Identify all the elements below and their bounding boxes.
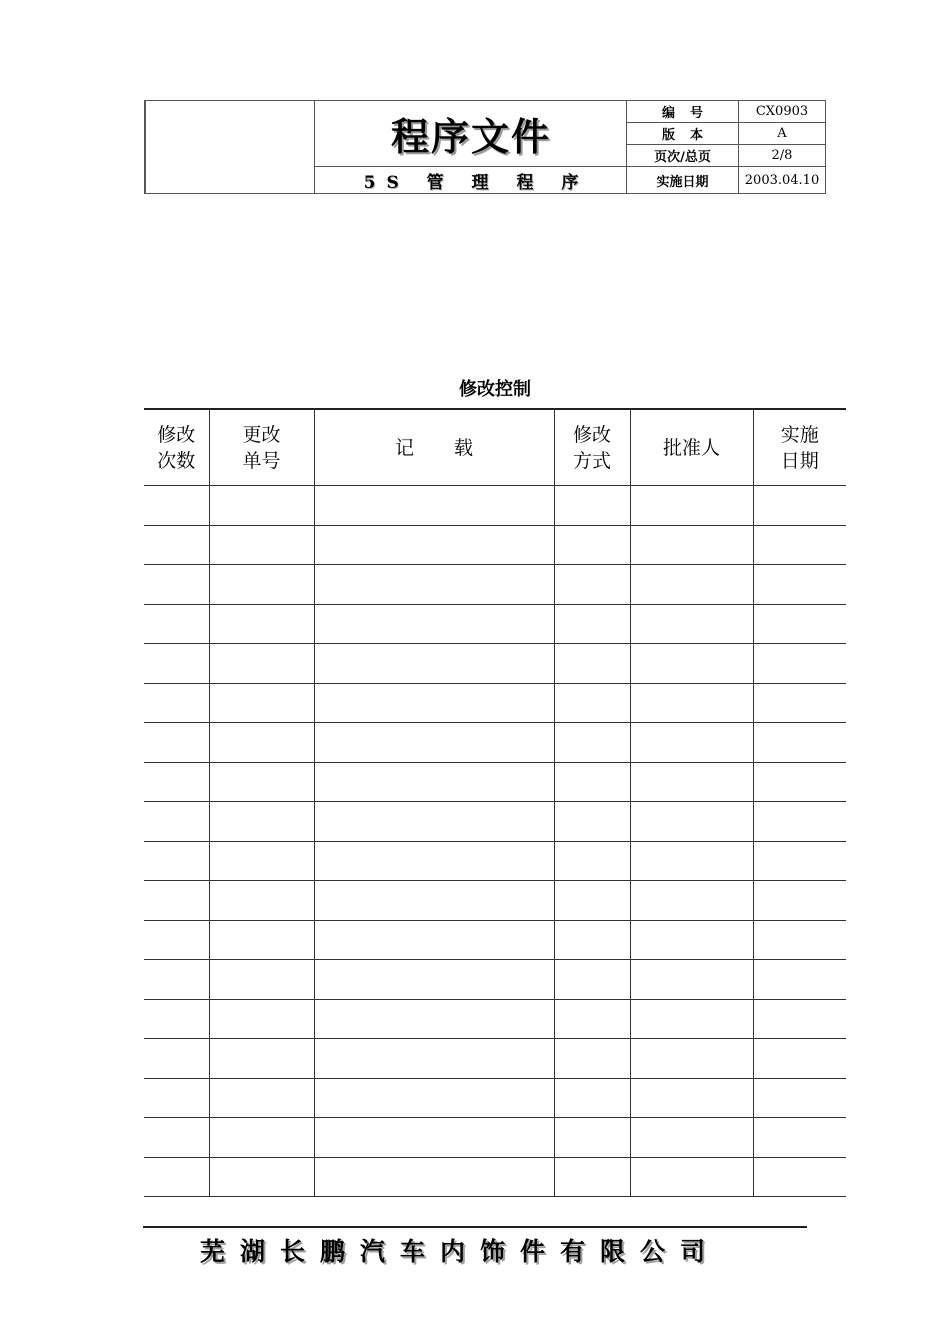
revision-cell (209, 920, 314, 960)
revision-row (144, 683, 846, 723)
revision-cell (314, 802, 554, 842)
revision-row (144, 604, 846, 644)
revision-cell (554, 802, 630, 842)
revision-cell (753, 960, 846, 1000)
revision-row (144, 802, 846, 842)
revision-row (144, 525, 846, 565)
revision-row (144, 565, 846, 605)
revision-cell (209, 841, 314, 881)
revision-row (144, 1039, 846, 1079)
revision-cell (314, 881, 554, 921)
revision-cell (144, 525, 209, 565)
revision-cell (630, 960, 753, 1000)
company-name: 芜湖长鹏汽车内饰件有限公司 (200, 1237, 721, 1266)
revision-cell (314, 604, 554, 644)
revision-cell (753, 1078, 846, 1118)
revision-cell (753, 841, 846, 881)
subtitle-cell (314, 166, 627, 194)
revision-cell (753, 486, 846, 526)
revision-cell (209, 762, 314, 802)
revision-cell (314, 762, 554, 802)
col-header-approver: 批准人 (630, 409, 753, 486)
revision-cell (314, 723, 554, 763)
revision-cell (753, 644, 846, 684)
revision-cell (209, 644, 314, 684)
revision-cell (209, 802, 314, 842)
revision-cell (554, 762, 630, 802)
revision-cell (554, 841, 630, 881)
revision-cell (314, 644, 554, 684)
revision-row (144, 644, 846, 684)
revision-cell (630, 1078, 753, 1118)
revision-cell (144, 1078, 209, 1118)
revision-cell (144, 644, 209, 684)
revision-cell (630, 920, 753, 960)
revision-cell (753, 1157, 846, 1197)
revision-cell (144, 920, 209, 960)
col-header-revision-method: 修改 方式 (554, 409, 630, 486)
logo-area (144, 100, 315, 194)
revision-cell (144, 841, 209, 881)
revision-cell (144, 565, 209, 605)
revision-cell (209, 1039, 314, 1079)
meta-label-version: 版本 (627, 123, 739, 145)
col-header-record: 记载 (314, 409, 554, 486)
revision-cell (554, 1039, 630, 1079)
revision-cell (314, 1118, 554, 1158)
revision-cell (554, 525, 630, 565)
revision-cell (209, 1157, 314, 1197)
revision-cell (554, 1078, 630, 1118)
revision-cell (753, 920, 846, 960)
revision-cell (144, 1039, 209, 1079)
revision-cell (209, 881, 314, 921)
revision-cell (314, 525, 554, 565)
revision-cell (554, 960, 630, 1000)
revision-cell (554, 723, 630, 763)
revision-cell (144, 723, 209, 763)
revision-cell (144, 999, 209, 1039)
revision-control-title: 修改控制 (459, 379, 531, 400)
revision-row (144, 881, 846, 921)
revision-cell (753, 1118, 846, 1158)
revision-cell (209, 999, 314, 1039)
revision-cell (554, 683, 630, 723)
revision-cell (630, 999, 753, 1039)
revision-cell (144, 960, 209, 1000)
revision-cell (753, 723, 846, 763)
revision-header-row (144, 409, 846, 486)
revision-cell (630, 881, 753, 921)
document-header (144, 100, 826, 194)
revision-cell (753, 802, 846, 842)
revision-rows (144, 486, 846, 1197)
revision-row (144, 723, 846, 763)
revision-control-table (144, 408, 846, 1197)
revision-row (144, 762, 846, 802)
col-header-revision-count: 修改 次数 (144, 409, 209, 486)
revision-cell (144, 1157, 209, 1197)
meta-value-page: 2/8 (739, 145, 826, 167)
revision-cell (753, 565, 846, 605)
revision-cell (753, 604, 846, 644)
revision-cell (630, 1157, 753, 1197)
revision-cell (753, 999, 846, 1039)
revision-cell (753, 881, 846, 921)
revision-cell (209, 486, 314, 526)
revision-cell (314, 683, 554, 723)
meta-value-version: A (739, 123, 826, 145)
revision-cell (554, 604, 630, 644)
revision-cell (630, 762, 753, 802)
footer-rule (143, 1226, 807, 1228)
revision-cell (630, 683, 753, 723)
revision-cell (554, 644, 630, 684)
revision-cell (314, 486, 554, 526)
revision-cell (144, 604, 209, 644)
revision-cell (144, 1118, 209, 1158)
revision-cell (209, 723, 314, 763)
revision-cell (209, 683, 314, 723)
revision-cell (630, 723, 753, 763)
revision-cell (314, 920, 554, 960)
revision-cell (630, 565, 753, 605)
revision-cell (554, 920, 630, 960)
revision-cell (753, 683, 846, 723)
revision-cell (753, 525, 846, 565)
revision-cell (753, 1039, 846, 1079)
col-header-effective-date: 实施 日期 (753, 409, 846, 486)
revision-row (144, 1078, 846, 1118)
revision-cell (314, 1157, 554, 1197)
document-type-title: 程序文件 (390, 114, 551, 159)
revision-row (144, 1118, 846, 1158)
revision-cell (554, 565, 630, 605)
revision-cell (144, 881, 209, 921)
revision-cell (630, 604, 753, 644)
procedure-name: 5S 管 理 程 序 (363, 172, 590, 193)
revision-cell (144, 486, 209, 526)
col-header-change-number: 更改 单号 (209, 409, 314, 486)
revision-cell (144, 683, 209, 723)
revision-cell (314, 1078, 554, 1118)
meta-label-page: 页次/总页 (627, 145, 739, 167)
meta-value-number: CX0903 (739, 101, 826, 123)
revision-row (144, 841, 846, 881)
revision-cell (314, 1039, 554, 1079)
document-meta-table (626, 100, 826, 194)
meta-value-effective-date: 2003.04.10 (739, 167, 826, 194)
revision-cell (554, 881, 630, 921)
revision-cell (630, 644, 753, 684)
revision-cell (144, 802, 209, 842)
revision-cell (554, 486, 630, 526)
revision-cell (753, 762, 846, 802)
revision-cell (630, 802, 753, 842)
revision-cell (209, 565, 314, 605)
revision-row (144, 999, 846, 1039)
revision-cell (314, 960, 554, 1000)
meta-label-number: 编号 (627, 101, 739, 123)
revision-cell (630, 1118, 753, 1158)
title-cell (314, 100, 627, 167)
revision-row (144, 1157, 846, 1197)
revision-cell (209, 525, 314, 565)
revision-row (144, 920, 846, 960)
revision-cell (314, 999, 554, 1039)
revision-cell (554, 1118, 630, 1158)
revision-cell (630, 525, 753, 565)
revision-cell (209, 604, 314, 644)
revision-row (144, 960, 846, 1000)
revision-cell (630, 841, 753, 881)
revision-cell (144, 762, 209, 802)
revision-cell (554, 1157, 630, 1197)
revision-cell (209, 960, 314, 1000)
revision-cell (554, 999, 630, 1039)
revision-cell (314, 565, 554, 605)
revision-row (144, 486, 846, 526)
revision-cell (209, 1118, 314, 1158)
revision-cell (209, 1078, 314, 1118)
revision-cell (630, 486, 753, 526)
meta-label-effective-date: 实施日期 (627, 167, 739, 194)
revision-cell (314, 841, 554, 881)
revision-cell (630, 1039, 753, 1079)
